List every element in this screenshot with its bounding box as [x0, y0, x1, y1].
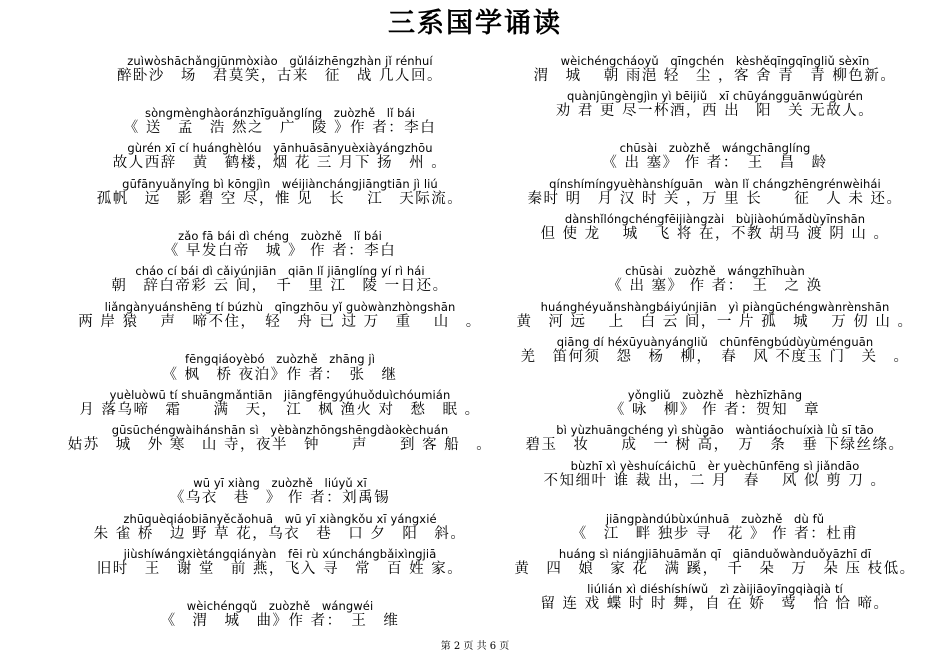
- pinyin-line: jiāngpàndúbùxúnhuā zuòzhě dù fǔ: [605, 512, 825, 526]
- pinyin-line: chūsài zuòzhě wángzhīhuàn: [625, 264, 805, 278]
- pinyin-line: bì yùzhuāngchéng yì shùgāo wàntiáochuíxià lǜ sī tāo: [556, 423, 874, 437]
- pinyin-line: zuìwòshāchǎngjūnmòxiào gǔláizhēngzhàn jǐ rénhuí: [127, 54, 433, 68]
- pinyin-line: quànjūngèngjìn yì bēijiǔ xī chūyángguānwúgùrén: [566, 89, 864, 103]
- pinyin-line: yuèluòwū tí shuāngmǎntiān jiāngfēngyúhuǒduìchóumián: [109, 388, 451, 402]
- pinyin-line: liúlián xì diéshíshíwǔ zì zàijiāoyīngqiàqià tí: [587, 582, 843, 596]
- verse-line: 姑苏 城 外 寒 山 寺，夜半 钟 声 到 客 船 。: [67, 437, 493, 453]
- verse-line: 秦时 明 月 汉 时 关 ，万 里 长 征 人 未 还。: [527, 191, 903, 207]
- poem-heading: 《 出 塞》 作 者： 王 昌 龄: [602, 155, 828, 171]
- pinyin-line: zhūquèqiáobiānyěcǎohuā wū yī xiàngkǒu xī yángxié: [123, 512, 437, 526]
- verse-line: 黄 河 远 上 白 云 间，一 片 孤 城 万 仞 山 。: [516, 314, 914, 330]
- pinyin-line: gūfānyuǎnyǐng bì kōngjìn wéijiànchángjiāngtiān jì liú: [122, 177, 438, 191]
- verse-line: 朱 雀 桥 边 野 草 花，乌衣 巷 口 夕 阳 斜。: [93, 526, 467, 542]
- pinyin-line: chūsài zuòzhě wángchānglíng: [619, 141, 811, 155]
- verse-line: 羌 笛何须 怨 杨 柳， 春 风 不度玉 门 关 。: [520, 349, 910, 365]
- pinyin-line: gùrén xī cí huánghèlóu yānhuāsānyuèxiàyángzhōu: [127, 141, 433, 155]
- poem-heading: 《 渭 城 曲》作 者： 王 维: [160, 613, 400, 629]
- pinyin-line: gūsūchéngwàihánshān sì yèbànzhōngshēngdàokèchuán: [111, 423, 449, 437]
- pinyin-line: liǎngànyuánshēng tí búzhù qīngzhōu yǐ guòwànzhòngshān: [104, 300, 456, 314]
- pinyin-line: yǒngliǔ zuòzhě hèzhīzhāng: [627, 388, 803, 402]
- pinyin-line: qínshímíngyuèhànshíguān wàn lǐ chángzhēngrénwèihái: [549, 177, 881, 191]
- verse-line: 不知细叶 谁 裁 出，二 月 春 风 似 剪 刀 。: [543, 473, 887, 489]
- verse-line: 黄 四 娘 家 花 满 蹊， 千 朵 万 朵 压 枝低。: [514, 561, 916, 577]
- pinyin-line: sòngmènghàoránzhīguǎnglíng zuòzhě lǐ bái: [145, 106, 415, 120]
- poem-heading: 《 枫 桥 夜泊》作 者： 张 继: [162, 367, 398, 383]
- verse-line: 孤帆 远 影 碧 空 尽，惟 见 长 江 天际流。: [96, 191, 464, 207]
- poem-heading: 《 江 畔 独步 寻 花 》 作 者：杜甫: [571, 526, 859, 542]
- pinyin-line: huáng sì niángjiāhuāmǎn qī qiānduǒwànduǒyāzhī dī: [558, 547, 872, 561]
- verse-line: 月 落乌啼 霜 满 天， 江 枫 渔火 对 愁 眠 。: [79, 402, 481, 418]
- poem-heading: 《 送 孟 浩 然之 广 陵 》作 者：李白: [123, 120, 437, 136]
- verse-line: 醉卧沙 场 君莫笑，古来 征 战 几人回。: [116, 68, 444, 84]
- pinyin-line: bùzhī xì yèshuícáichū èr yuèchūnfēng sì jiǎndāo: [570, 459, 860, 473]
- verse-line: 朝 辞白帝彩 云 间， 千 里 江 陵 一日还。: [111, 278, 449, 294]
- pinyin-line: wèichéngqǔ zuòzhě wángwéi: [186, 599, 374, 613]
- pinyin-line: qiāng dí héxūyuànyángliǔ chūnfēngbúdùyùménguān: [556, 335, 874, 349]
- verse-line: 旧时 王 谢 堂 前 燕，飞入 寻 常 百 姓 家。: [96, 561, 464, 577]
- pinyin-line: zǎo fā bái dì chéng zuòzhě lǐ bái: [178, 229, 382, 243]
- verse-line: 留 连 戏 蝶 时 时 舞，自 在 娇 莺 恰 恰 啼。: [540, 596, 890, 612]
- pinyin-line: wèichéngcháoyǔ qīngchén kèshěqīngqīngliǔ sèxīn: [560, 54, 870, 68]
- pinyin-line: cháo cí bái dì cǎiyúnjiān qiān lǐ jiānglíng yí rì hái: [135, 264, 425, 278]
- verse-line: 渭 城 朝 雨浥 轻 尘 ，客 舍 青 青 柳色新。: [533, 68, 897, 84]
- verse-line: 碧玉 妆 成 一 树 高， 万 条 垂 下绿丝绦。: [525, 437, 905, 453]
- poem-heading: 《 咏 柳》 作 者：贺知 章: [609, 402, 821, 418]
- page-number: 第 2 页 共 6 页: [440, 641, 510, 652]
- poem-heading: 《 早发白帝 城 》 作 者：李白: [163, 243, 397, 259]
- verse-line: 但 使 龙 城 飞 将 在，不教 胡马 渡 阴 山 。: [540, 226, 890, 242]
- page-title: 三系国学诵读: [388, 8, 562, 39]
- pinyin-line: huánghéyuǎnshàngbáiyúnjiān yì piàngūchéngwànrènshān: [540, 300, 890, 314]
- poem-heading: 《乌衣 巷 》 作 者：刘禹锡: [169, 490, 391, 506]
- verse-line: 两 岸 猿 声 啼不住， 轻 舟 已 过 万 重 山 。: [78, 314, 482, 330]
- pinyin-line: wū yī xiàng zuòzhě liúyǔ xī: [193, 476, 367, 490]
- verse-line: 劝 君 更 尽一杯酒，西 出 阳 关 无故人。: [555, 103, 875, 119]
- pinyin-line: jiùshíwángxiètángqiányàn fēi rù xúnchángbǎixìngjiā: [123, 547, 437, 561]
- verse-line: 故人西辞 黄 鹤楼，烟 花 三 月下 扬 州 。: [112, 155, 448, 171]
- pinyin-line: dànshǐlóngchéngfēijiàngzài bùjiàohúmǎdùyīnshān: [564, 212, 866, 226]
- poem-heading: 《 出 塞》 作 者： 王 之 涣: [607, 278, 823, 294]
- pinyin-line: fēngqiáoyèbó zuòzhě zhāng jì: [184, 352, 376, 366]
